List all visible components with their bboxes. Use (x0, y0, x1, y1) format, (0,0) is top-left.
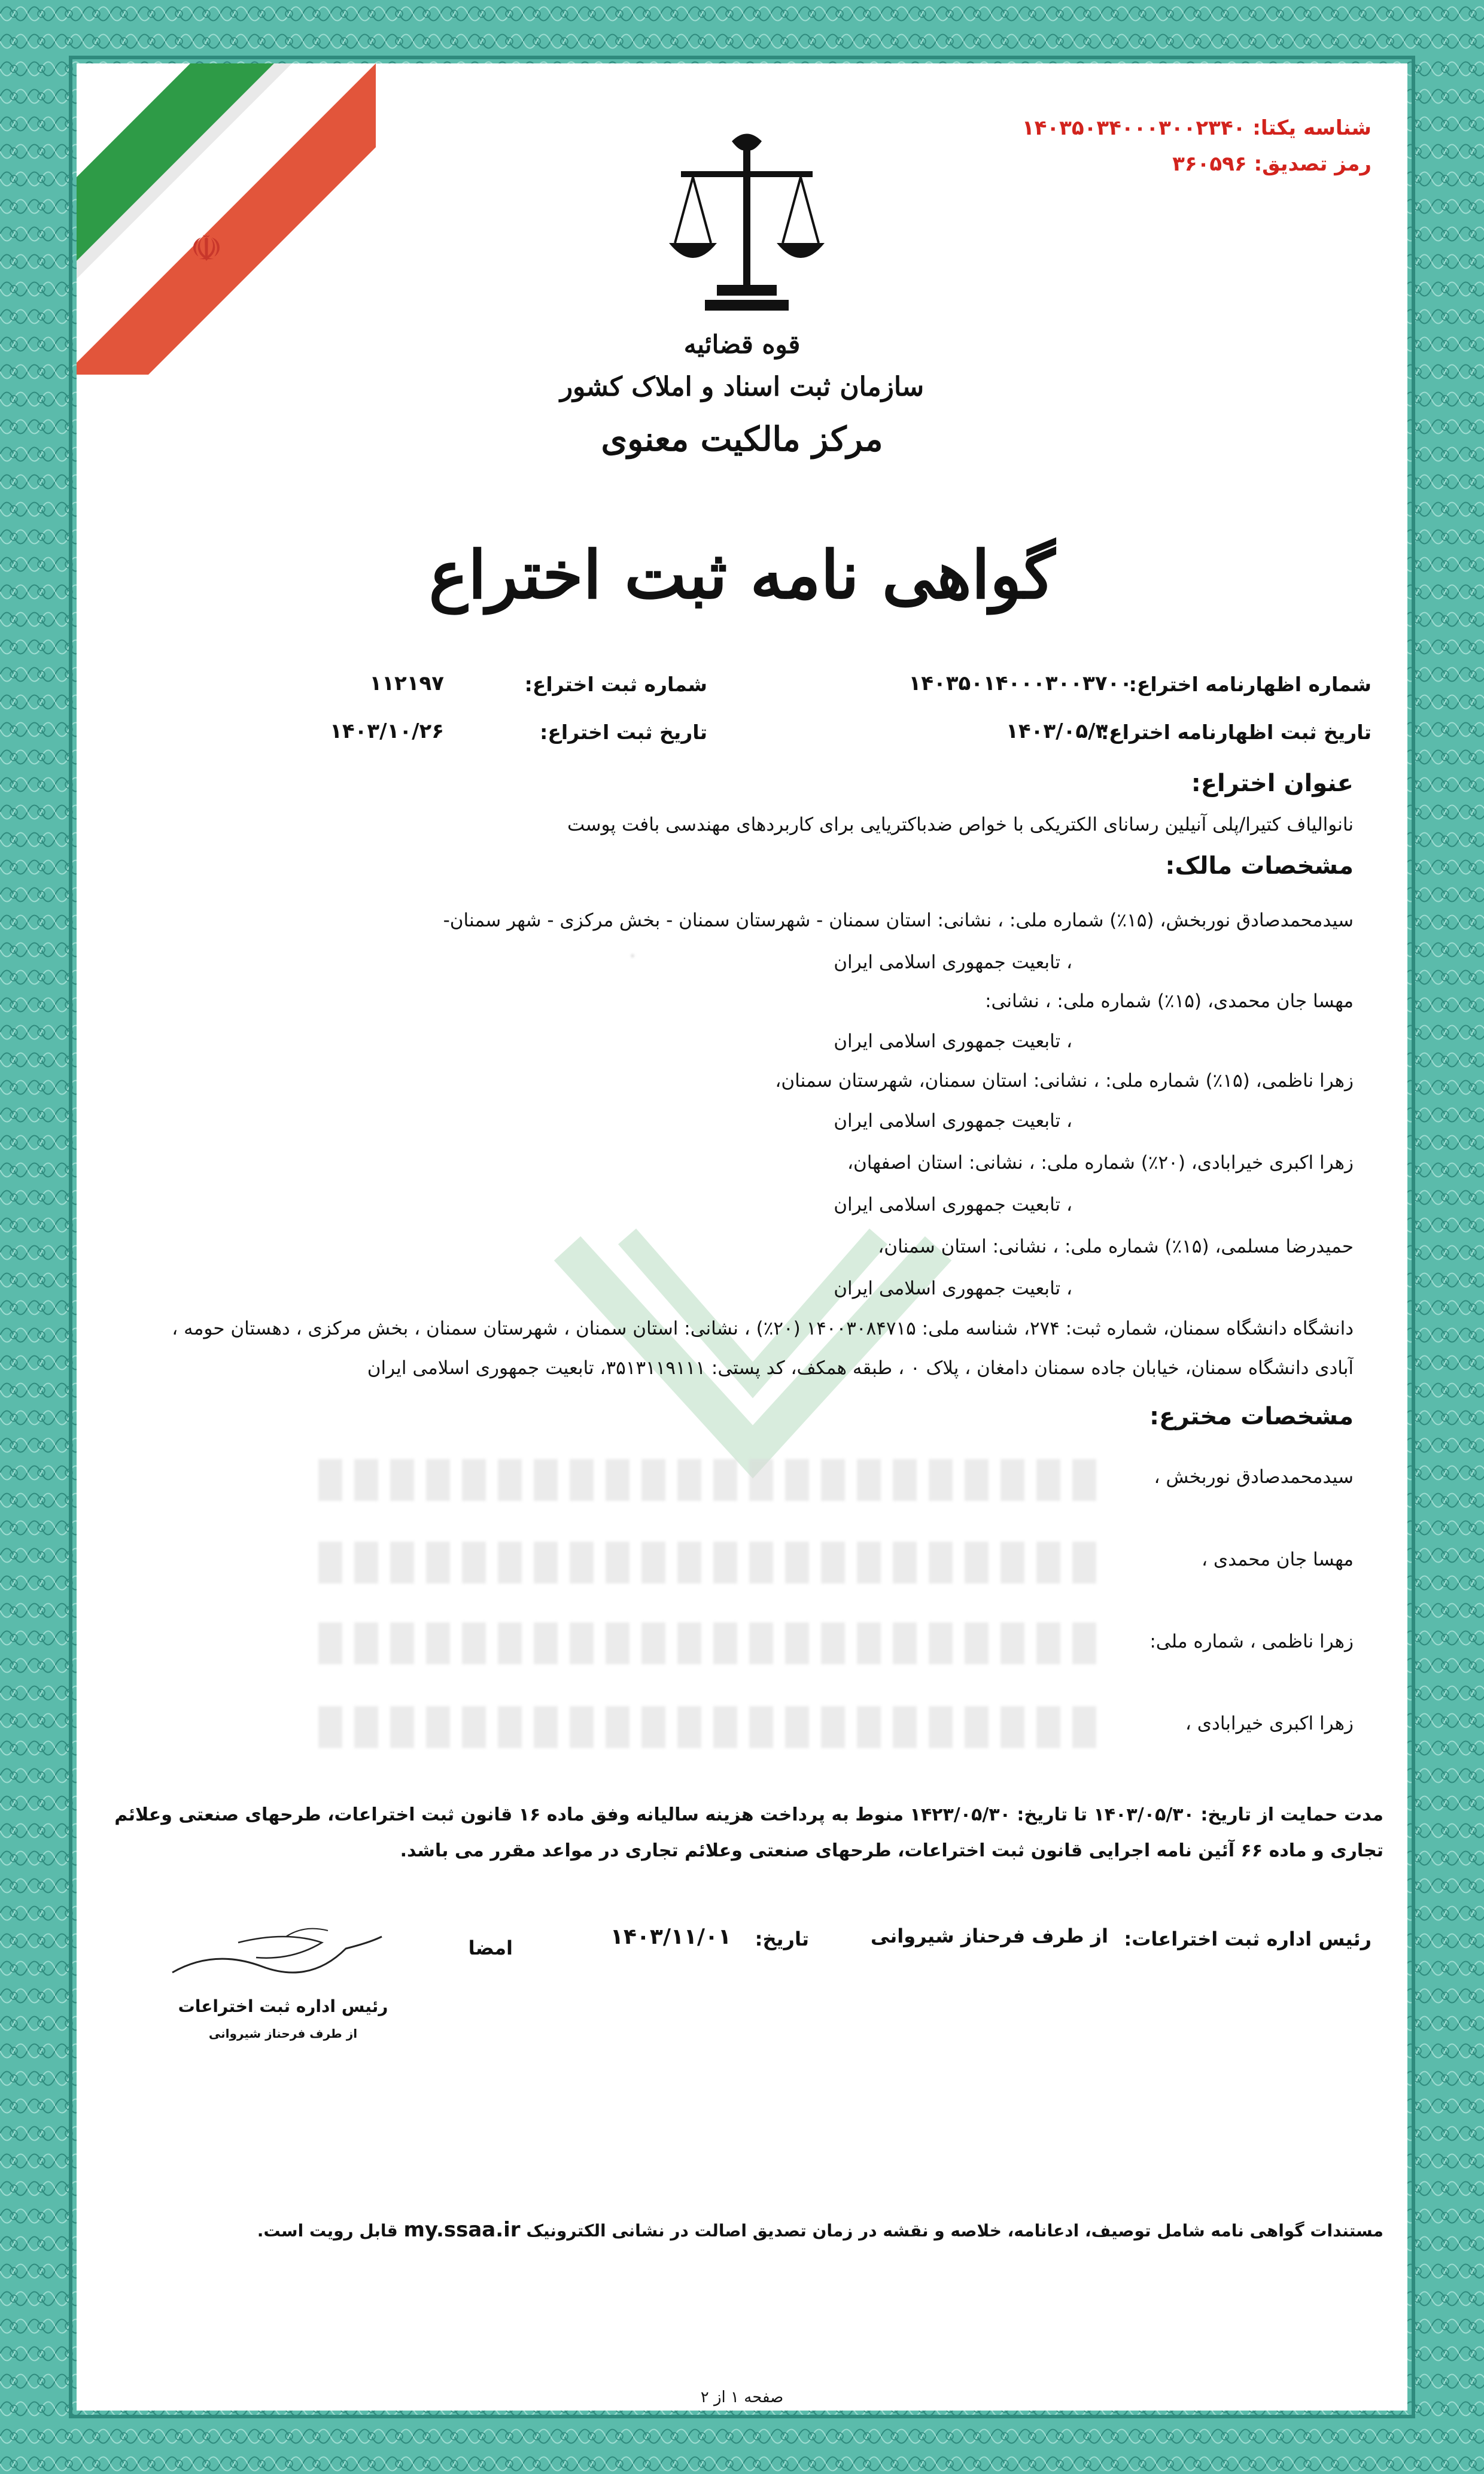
protection-line-2: تجاری و ماده ۶۶ آئین نامه اجرایی قانون ثبت اختراعات، طرحهای صنعتی وعلائم تجاری در مواعد مقرر می باشد. (400, 1840, 1383, 1861)
declaration-date-label: تاریخ ثبت اظهارنامه اختراع: (1100, 721, 1372, 744)
owner-line: زهرا ناظمی، (۱۵٪) شماره ملی: ، نشانی: استان سمنان، شهرستان سمنان، (775, 1070, 1354, 1092)
date-value: ۱۴۰۳/۱۱/۰۱ (610, 1925, 731, 1949)
iran-flag-ribbon (77, 63, 376, 375)
owners-heading: مشخصات مالک: (1165, 852, 1354, 880)
invention-title: نانوالیاف کتیرا/پلی آنیلین رسانای الکتریکی با خواص ضدباکتریایی برای کاربردهای مهندسی بافت پوست (567, 814, 1354, 835)
stamp-line-2: از طرف فرحناز شیروانی (208, 2026, 358, 2041)
signature-scribble-icon (166, 1925, 388, 1990)
redacted-block (318, 1706, 1108, 1748)
verify-code-label: رمز تصدیق: (1254, 152, 1372, 176)
inventors-heading: مشخصات مخترع: (1150, 1403, 1354, 1430)
stamp-line-1: رئیس اداره ثبت اختراعات (178, 1996, 388, 2016)
scales-of-justice-icon (669, 129, 825, 327)
inventor-line: سیدمحمدصادق نوربخش ، (1154, 1466, 1354, 1488)
svg-text:☫: ☫ (190, 228, 223, 270)
ssaa-url-link[interactable]: my.ssaa.ir (403, 2218, 521, 2242)
redacted-block (318, 1622, 1108, 1664)
owner-line: ، تابعیت جمهوری اسلامی ایران (834, 1194, 1072, 1215)
owner-line: حمیدرضا مسلمی، (۱۵٪) شماره ملی: ، نشانی: استان سمنان، (878, 1236, 1354, 1257)
owner-line: زهرا اکبری خیرابادی، (۲۰٪) شماره ملی: ، نشانی: استان اصفهان، (847, 1152, 1354, 1174)
org-registration: سازمان ثبت اسناد و املاک کشور (559, 372, 925, 402)
owner-line: دانشگاه دانشگاه سمنان، شماره ثبت: ۲۷۴، شناسه ملی: ۱۴۰۰۳۰۸۴۷۱۵ (۲۰٪) ، نشانی: استان سمنان ، شهرستان سمنان ، بخش مرکزی ، دهستان حومه ، (172, 1318, 1354, 1339)
redacted-block (318, 1459, 1108, 1501)
unique-id-value: ۱۴۰۳۵۰۳۴۰۰۰۳۰۰۲۳۴۰ (1021, 116, 1246, 140)
registration-date-value: ۱۴۰۳/۱۰/۲۶ (330, 719, 444, 743)
owner-line: ، تابعیت جمهوری اسلامی ایران (834, 1110, 1072, 1132)
owner-line: آبادی دانشگاه سمنان، خیابان جاده سمنان دامغان ، پلاک ۰ ، طبقه همکف، کد پستی: ۳۵۱۳۱۱۹۱۱۱، تابعیت جمهوری اسلامی ایران (367, 1357, 1354, 1379)
verify-code (1172, 152, 1372, 176)
unique-id-label: شناسه یکتا: (1252, 116, 1372, 140)
date-label: تاریخ: (755, 1928, 809, 1950)
verify-code-value: ۳۶۰۵۹۶ (1172, 152, 1247, 176)
head-label: رئیس اداره ثبت اختراعات: (1124, 1928, 1372, 1950)
registration-no-label: شماره ثبت اختراع: (524, 673, 707, 696)
inventor-line: مهسا جان محمدی ، (1201, 1549, 1354, 1570)
page-number: صفحه ۱ از ۲ (700, 2388, 784, 2406)
org-ip-center: مرکز مالکیت معنوی (601, 420, 883, 459)
declaration-date-value: ۱۴۰۳/۰۵/۳۰ (1006, 719, 1120, 743)
redacted-mark: · (630, 946, 635, 967)
unique-id (1022, 116, 1372, 140)
owner-line: سیدمحمدصادق نوربخش، (۱۵٪) شماره ملی: ، نشانی: استان سمنان - شهرستان سمنان - بخش مرکزی - شهر سمنان- (443, 910, 1354, 931)
owner-line: ، تابعیت جمهوری اسلامی ایران (834, 952, 1072, 973)
owner-line: مهسا جان محمدی، (۱۵٪) شماره ملی: ، نشانی: (985, 990, 1354, 1012)
declaration-no-label: شماره اظهارنامه اختراع: (1129, 673, 1372, 696)
registration-no-value: ۱۱۲۱۹۷ (369, 671, 444, 695)
redacted-block (318, 1542, 1108, 1584)
document-title: گواهی نامه ثبت اختراع (428, 536, 1056, 613)
sign-label: امضا (468, 1937, 513, 1959)
head-name: از طرف فرحناز شیروانی (870, 1925, 1108, 1947)
notice-before: مستندات گواهی نامه شامل توصیف، ادعانامه، خلاصه و نقشه در زمان تصدیق اصالت در نشانی الکترونیک (526, 2221, 1383, 2241)
inventor-line: زهرا ناظمی ، شماره ملی: (1150, 1631, 1354, 1652)
invention-heading: عنوان اختراع: (1191, 770, 1354, 797)
protection-line-1: مدت حمایت از تاریخ: ۱۴۰۳/۰۵/۳۰ تا تاریخ: ۱۴۲۳/۰۵/۳۰ منوط به پرداخت هزینه سالیانه وفق ماده ۱۶ قانون ثبت اختراعات، طرحهای صنعتی وعلائم (114, 1804, 1383, 1825)
declaration-no-value: ۱۴۰۳۵۰۱۴۰۰۰۳۰۰۳۷۰۰ (908, 671, 1132, 695)
notice-after: قابل رویت است. (257, 2221, 398, 2241)
inventor-line: زهرا اکبری خیرابادی ، (1185, 1713, 1354, 1734)
footer-notice (257, 2218, 1383, 2242)
registration-date-label: تاریخ ثبت اختراع: (540, 721, 707, 744)
owner-line: ، تابعیت جمهوری اسلامی ایران (834, 1031, 1072, 1052)
owner-line: ، تابعیت جمهوری اسلامی ایران (834, 1278, 1072, 1299)
document-sheet (77, 63, 1407, 2411)
org-judiciary: قوه قضائیه (683, 330, 801, 359)
